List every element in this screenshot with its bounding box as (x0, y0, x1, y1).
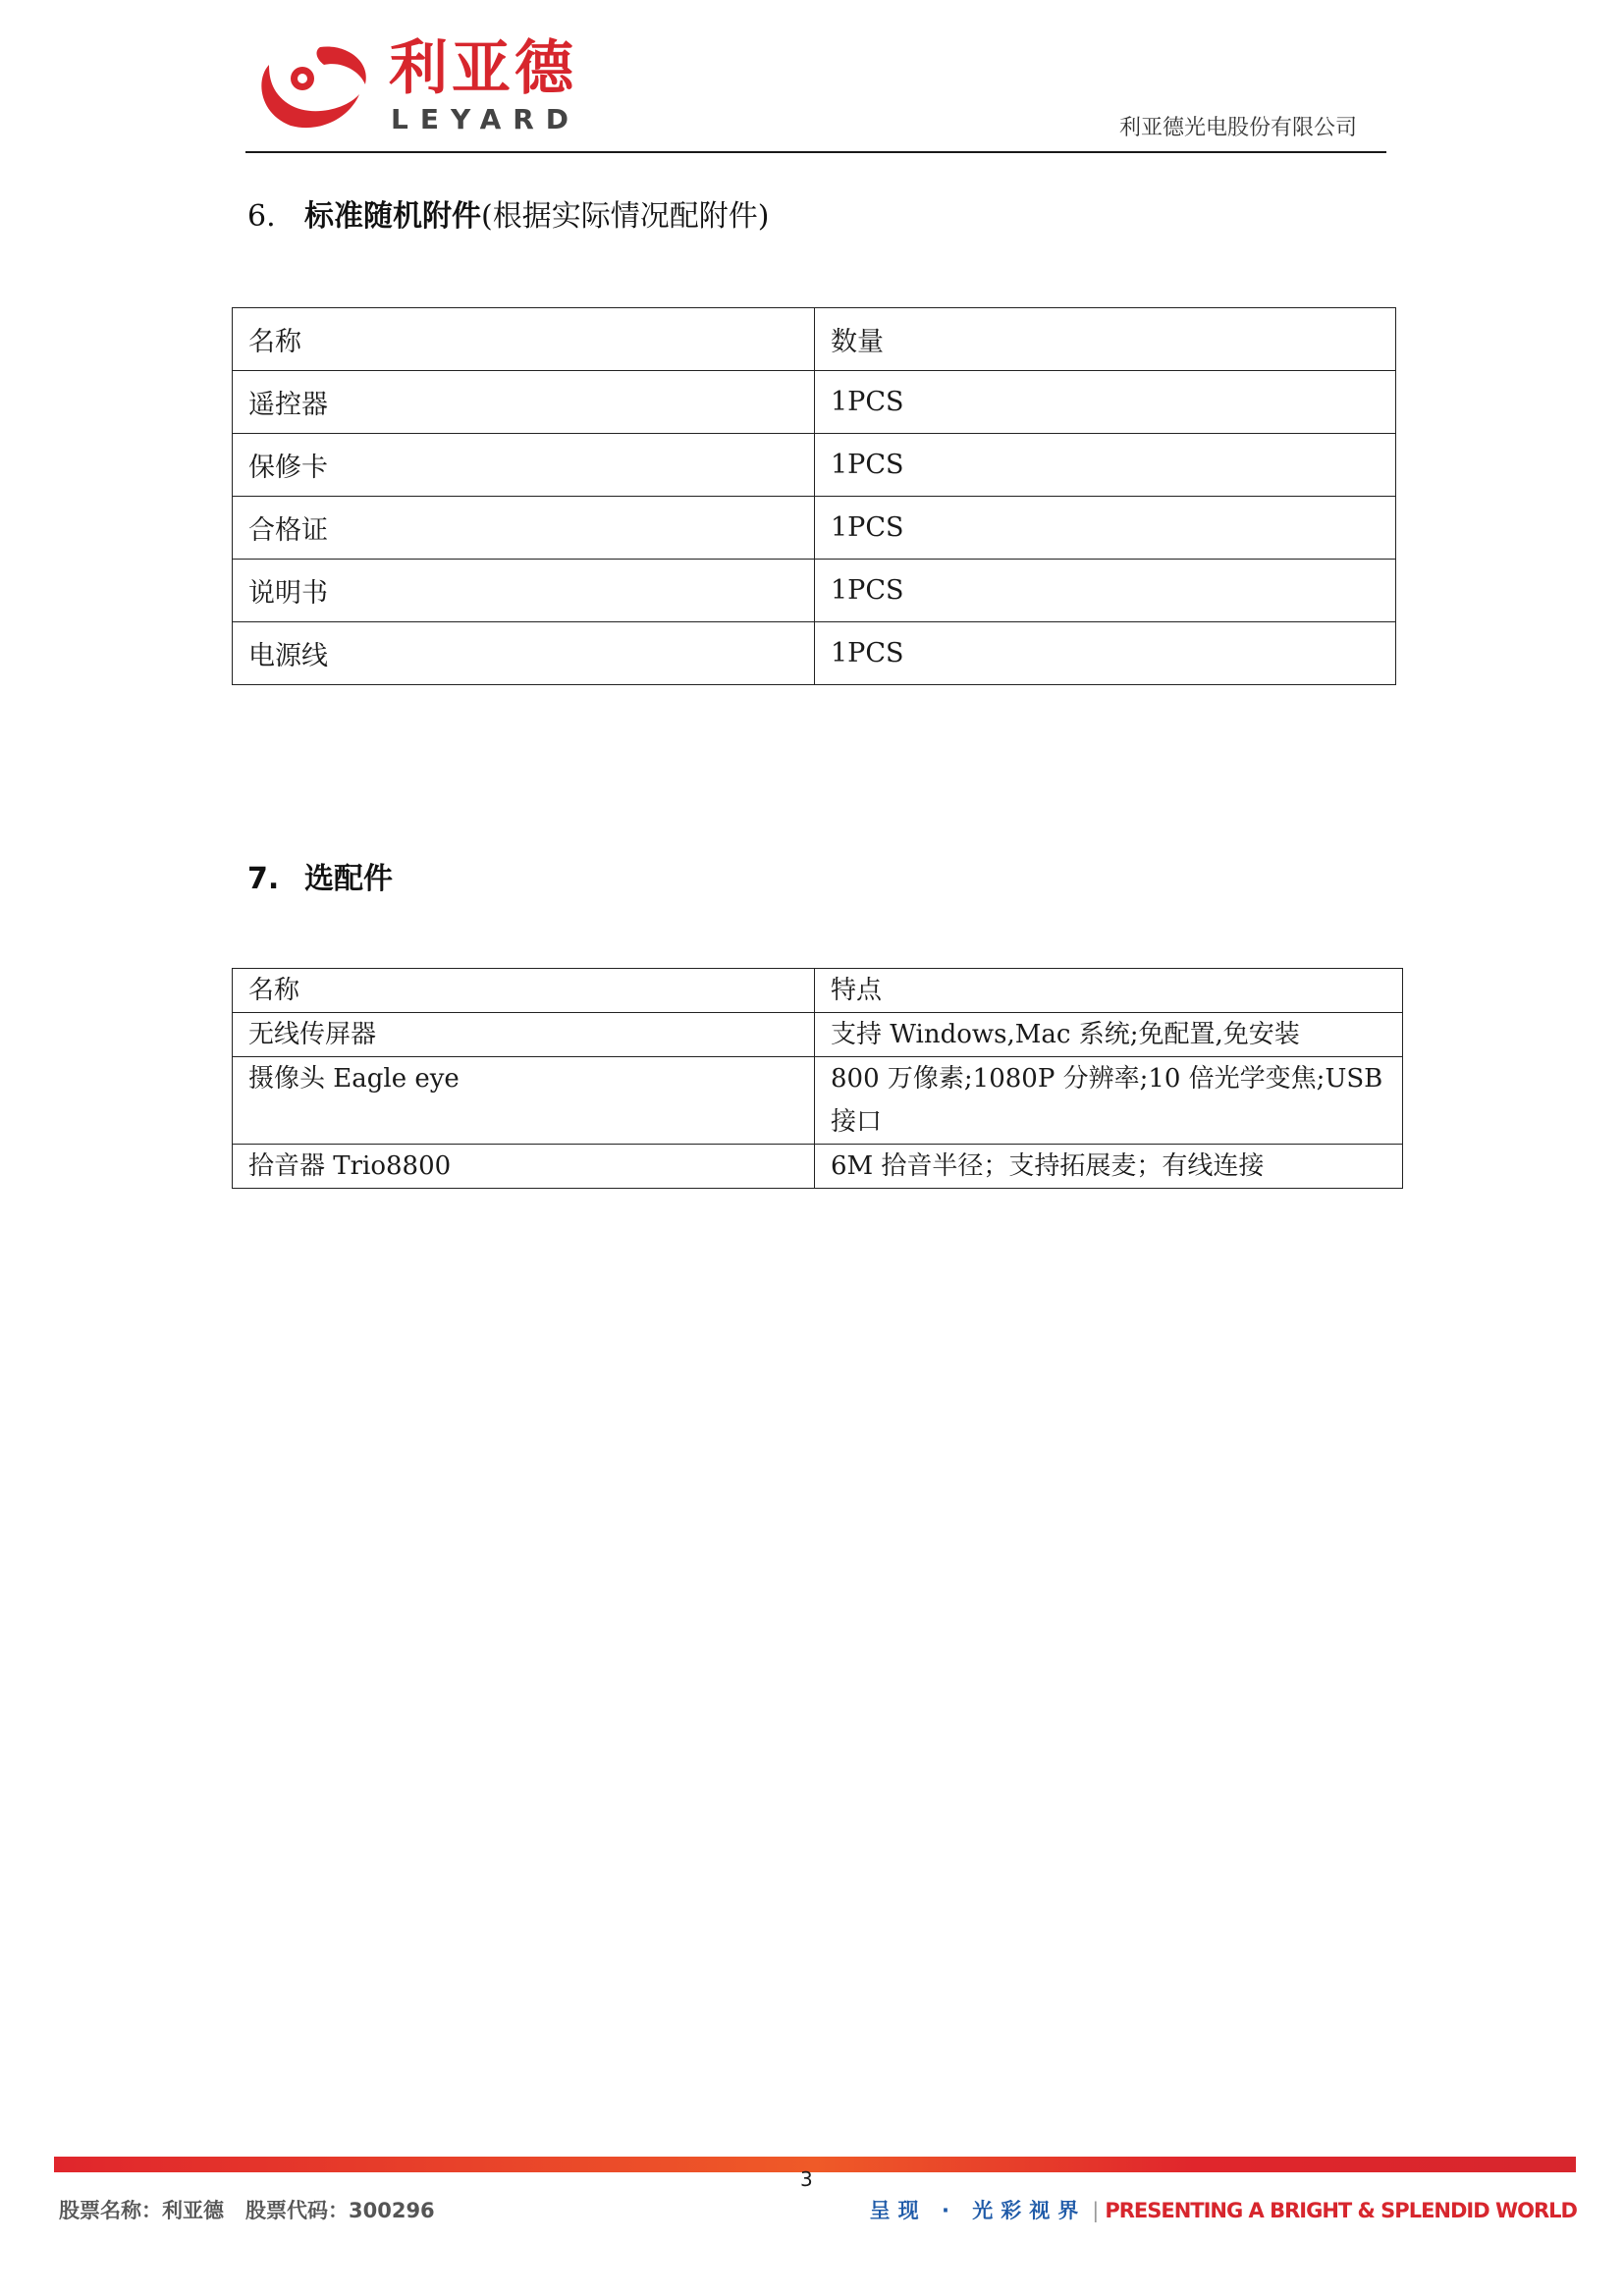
page-header (245, 29, 1386, 153)
cell-item-name: 无线传屏器 (233, 1013, 815, 1057)
cell-quantity: 1PCS (815, 560, 1396, 622)
leyard-logo-mark-icon (251, 35, 379, 133)
cell-features: 6M 拾音半径；支持拓展麦；有线连接 (815, 1145, 1403, 1189)
footer-slogan (870, 2195, 1577, 2224)
logo-english-name: LEYARD (391, 103, 581, 135)
cell-quantity: 1PCS (815, 497, 1396, 560)
header-cell-name: 名称 (233, 969, 815, 1013)
table-header-row (233, 969, 1403, 1013)
page-number: 3 (800, 2167, 813, 2191)
stock-code: 股票代码：300296 (245, 2199, 435, 2222)
section-6-title-note: (根据实际情况配附件) (481, 199, 770, 234)
cell-features: 800 万像素;1080P 分辨率;10 倍光学变焦;USB 接口 (815, 1057, 1403, 1145)
cell-features: 支持 Windows,Mac 系统;免配置,免安装 (815, 1013, 1403, 1057)
stock-name: 股票名称：利亚德 (59, 2199, 224, 2222)
table-row (233, 622, 1396, 685)
section-7-heading (247, 862, 393, 897)
cell-item-name: 电源线 (233, 622, 815, 685)
section-7-title: 选配件 (304, 862, 393, 896)
table-row (233, 371, 1396, 434)
optional-accessories-table (232, 968, 1403, 1189)
cell-quantity: 1PCS (815, 434, 1396, 497)
stock-info (59, 2195, 457, 2224)
slogan-separator: | (1092, 2199, 1100, 2222)
table-row (233, 1145, 1403, 1189)
leyard-logo (251, 29, 624, 137)
cell-item-name: 拾音器 Trio8800 (233, 1145, 815, 1189)
header-cell-name: 名称 (233, 308, 815, 371)
standard-accessories-table (232, 307, 1396, 685)
table-row (233, 560, 1396, 622)
cell-item-name: 说明书 (233, 560, 815, 622)
cell-item-name: 合格证 (233, 497, 815, 560)
slogan-chinese: 呈现 · 光彩视界 (869, 2199, 1087, 2222)
cell-item-name: 摄像头 Eagle eye (233, 1057, 815, 1145)
logo-chinese-name: 利亚德 (389, 34, 577, 103)
footer-color-bar (54, 2157, 1576, 2172)
cell-quantity: 1PCS (815, 622, 1396, 685)
header-cell-quantity: 数量 (815, 308, 1396, 371)
company-name: 利亚德光电股份有限公司 (1118, 116, 1357, 140)
cell-item-name: 保修卡 (233, 434, 815, 497)
slogan-english: PRESENTING A BRIGHT & SPLENDID WORLD (1105, 2199, 1577, 2222)
section-6-title: 标准随机附件 (304, 199, 481, 234)
header-cell-features: 特点 (815, 969, 1403, 1013)
table-header-row (233, 308, 1396, 371)
table-row (233, 1057, 1403, 1145)
header-divider (245, 151, 1386, 153)
cell-quantity: 1PCS (815, 371, 1396, 434)
section-6-heading (247, 199, 769, 235)
cell-item-name: 遥控器 (233, 371, 815, 434)
section-6-number: 6. (247, 199, 276, 234)
table-row (233, 1013, 1403, 1057)
table-row (233, 497, 1396, 560)
table-row (233, 434, 1396, 497)
section-7-number: 7. (247, 862, 280, 896)
